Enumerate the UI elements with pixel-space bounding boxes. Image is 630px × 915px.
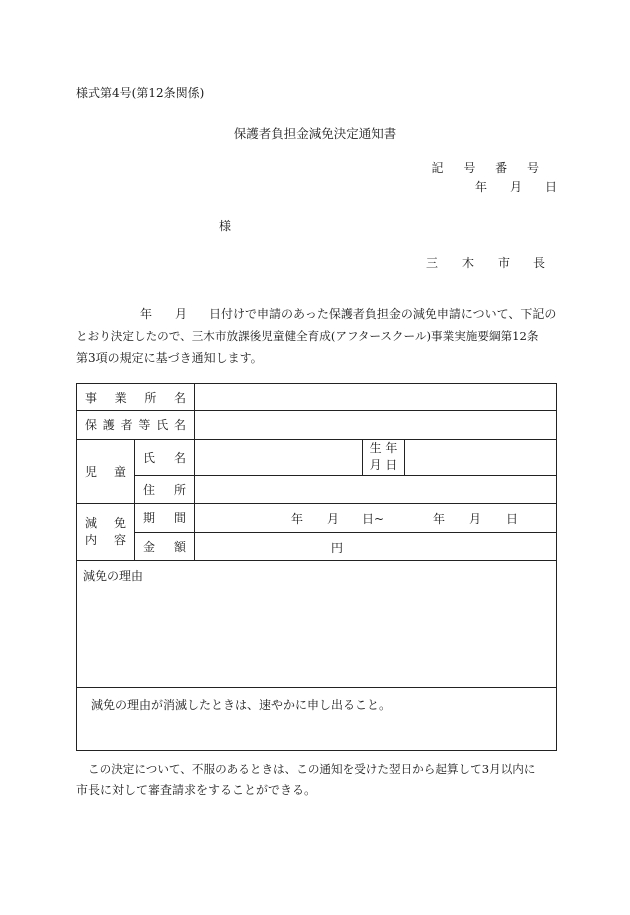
period-start-month: 月 — [327, 512, 340, 527]
issuer-char-3: 市 — [498, 256, 511, 270]
row-guardian — [77, 411, 557, 439]
row-reason — [77, 560, 557, 687]
date-day-label: 日 — [545, 180, 558, 194]
row-note — [77, 688, 557, 751]
guardian-name-field[interactable] — [195, 411, 557, 439]
date-month-label: 月 — [510, 180, 523, 194]
reduction-reason-field[interactable] — [77, 560, 557, 687]
child-name-field[interactable] — [195, 439, 363, 475]
reduction-content-label: 減 免 内 容 — [77, 504, 135, 561]
reduction-form-table — [76, 383, 557, 751]
address-label: 住 所 — [135, 475, 195, 503]
body-month: 月 — [175, 307, 188, 321]
child-label: 児 童 — [77, 439, 135, 504]
date-year-label: 年 — [475, 180, 488, 194]
period-end-year: 年 — [433, 512, 446, 527]
row-amount — [77, 532, 557, 560]
record-number-label: 記 号 番 号 — [431, 161, 547, 175]
body-year: 年 — [140, 307, 153, 321]
form-number: 様式第4号(第12条関係) — [76, 86, 205, 100]
amount-field[interactable] — [195, 532, 557, 560]
amount-label: 金 額 — [135, 532, 195, 560]
reduction-note: 減免の理由が消滅したときは、速やかに申し出ること。 — [91, 698, 392, 713]
body-line-1: 日付けで申請のあった保護者負担金の減免申請について、下記の — [209, 307, 557, 321]
address-field[interactable] — [195, 475, 557, 503]
footer-line-2: 市長に対して審査請求をすることができる。 — [76, 783, 317, 797]
row-child-name — [77, 439, 557, 475]
period-start-day: 日~ — [362, 512, 385, 527]
addressee-suffix: 様 — [219, 219, 232, 233]
reduction-reason-label: 減免の理由 — [83, 568, 144, 583]
document-title: 保護者負担金減免決定通知書 — [233, 126, 397, 141]
issuer-char-1: 三 — [426, 256, 439, 270]
amount-unit: 円 — [331, 540, 344, 555]
period-start-year: 年 — [291, 512, 304, 527]
period-field[interactable] — [195, 504, 557, 532]
body-line-2: とおり決定したので、三木市放課後児童健全育成(アフタースクール)事業実施要綱第12条 — [76, 329, 539, 343]
footer-line-1: この決定について、不服のあるときは、この通知を受けた翌日から起算して3月以内に — [88, 762, 536, 776]
row-office — [77, 384, 557, 411]
period-end-day: 日 — [506, 512, 519, 527]
note-cell — [77, 688, 557, 751]
birth-date-label: 生 年 月 日 — [363, 439, 405, 475]
birth-date-field[interactable] — [405, 439, 557, 475]
row-period — [77, 504, 557, 532]
office-name-field[interactable] — [195, 384, 557, 411]
period-label: 期 間 — [135, 504, 195, 532]
guardian-name-label: 保 護 者 等 氏 名 — [77, 411, 195, 439]
child-name-label: 氏 名 — [135, 439, 195, 475]
office-name-label: 事 業 所 名 — [77, 384, 195, 411]
body-line-3: 第3項の規定に基づき通知します。 — [76, 351, 263, 365]
period-end-month: 月 — [469, 512, 482, 527]
issuer-char-2: 木 — [462, 256, 475, 270]
issuer-char-4: 長 — [533, 256, 546, 270]
row-child-address — [77, 475, 557, 503]
